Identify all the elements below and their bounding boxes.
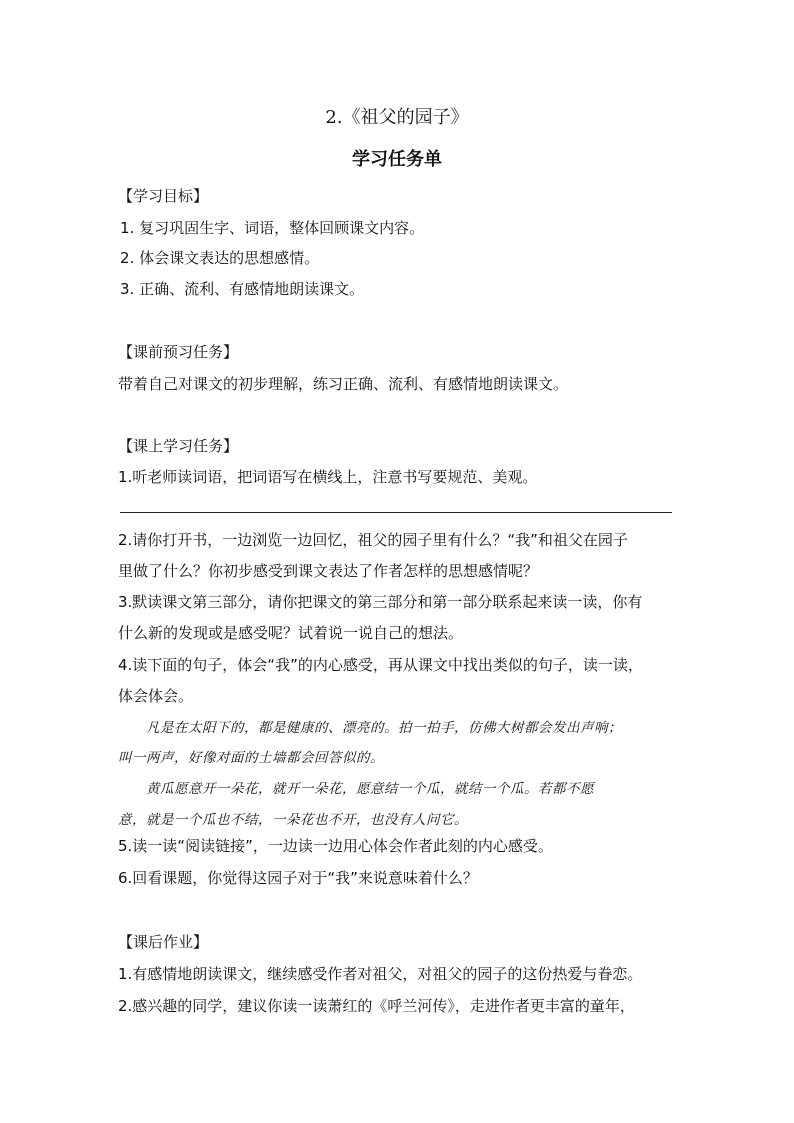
- homework-heading: 【课后作业】: [118, 933, 209, 951]
- inclass-task-1: 1.听老师读词语，把词语写在横线上，注意书写要规范、美观。: [118, 468, 538, 486]
- inclass-task-3-line-2: 什么新的发现或是感受呢？试着说一说自己的想法。: [118, 624, 464, 642]
- preview-text: 带着自己对课文的初步理解，练习正确、流利、有感情地朗读课文。: [118, 375, 569, 393]
- writing-line: [120, 512, 672, 513]
- document-subtitle: 学习任务单: [352, 149, 442, 170]
- inclass-task-2-line-2: 里做了什么？你初步感受到课文表达了作者怎样的思想感情呢？: [118, 562, 539, 580]
- homework-item-2: 2.感兴趣的同学，建议你读一读萧红的《呼兰河传》，走进作者更丰富的童年，: [118, 997, 635, 1015]
- inclass-task-6: 6.回看课题，你觉得这园子对于“我”来说意味着什么？: [118, 869, 478, 887]
- inclass-task-2-line-1: 2.请你打开书，一边浏览一边回忆，祖父的园子里有什么？“我”和祖父在园子: [118, 531, 628, 549]
- quote-2-line-1: 黄瓜愿意开一朵花，就开一朵花，愿意结一个瓜，就结一个瓜。若都不愿: [146, 781, 594, 797]
- quote-1-line-2: 叫一两声，好像对面的土墙都会回答似的。: [118, 750, 384, 766]
- goal-item-2: 2. 体会课文表达的思想感情。: [120, 249, 320, 267]
- homework-item-1: 1.有感情地朗读课文，继续感受作者对祖父，对祖父的园子的这份热爱与眷恋。: [118, 965, 643, 983]
- quote-2-line-2: 意，就是一个瓜也不结，一朵花也不开，也没有人问它。: [118, 812, 468, 828]
- inclass-task-4-line-2: 体会体会。: [118, 687, 194, 705]
- inclass-task-3-line-1: 3.默读课文第三部分，请你把课文的第三部分和第一部分联系起来读一读，你有: [118, 593, 643, 611]
- inclass-task-4-line-1: 4.读下面的句子，体会“我”的内心感受，再从课文中找出类似的句子，读一读，: [118, 656, 643, 674]
- quote-1-line-1: 凡是在太阳下的，都是健康的、漂亮的。拍一拍手，仿佛大树都会发出声响；: [146, 720, 622, 736]
- goal-item-1: 1. 复习巩固生字、词语，整体回顾课文内容。: [120, 219, 425, 237]
- goals-heading: 【学习目标】: [118, 187, 209, 205]
- preview-heading: 【课前预习任务】: [118, 343, 239, 361]
- document-title: 2.《祖父的园子》: [325, 107, 469, 128]
- goal-item-3: 3. 正确、流利、有感情地朗读课文。: [120, 280, 365, 298]
- inclass-task-5: 5.读一读“阅读链接”，一边读一边用心体会作者此刻的内心感受。: [118, 837, 553, 855]
- inclass-heading: 【课上学习任务】: [118, 437, 239, 455]
